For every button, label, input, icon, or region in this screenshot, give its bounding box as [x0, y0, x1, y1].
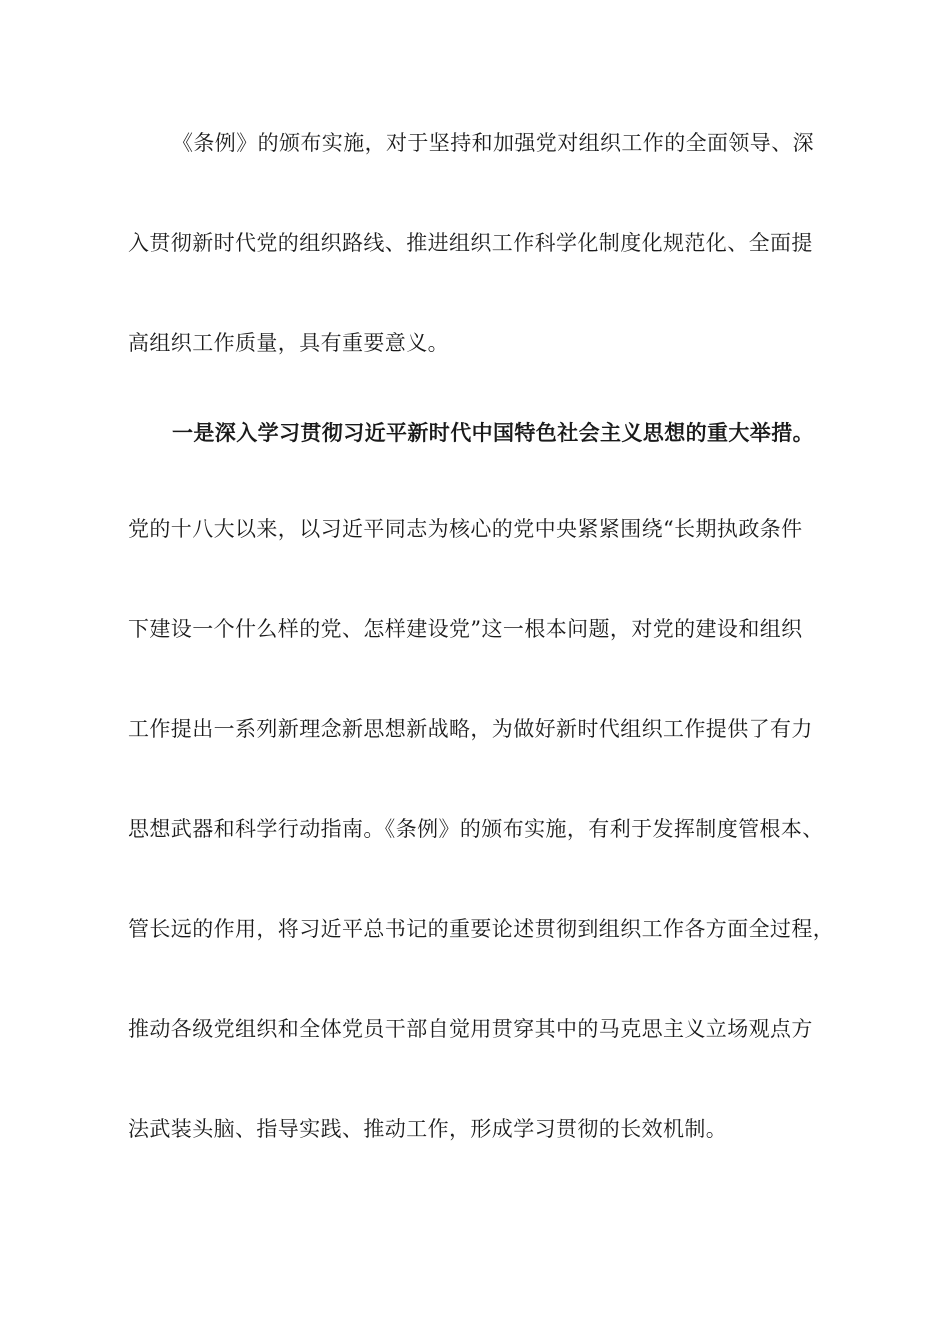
- paragraph-2-line-1: 党的十八大以来，以习近平同志为核心的党中央紧紧围绕“长期执政条件: [128, 517, 803, 541]
- paragraph-2-line-6: 推动各级党组织和全体党员干部自觉用贯穿其中的马克思主义立场观点方: [128, 1017, 813, 1041]
- paragraph-2-line-4: 思想武器和科学行动指南。《条例》的颁布实施，有利于发挥制度管根本、: [128, 817, 824, 841]
- heading-1: 一是深入学习贯彻习近平新时代中国特色社会主义思想的重大举措。: [172, 420, 814, 445]
- paragraph-1-line-3: 高组织工作质量，具有重要意义。: [128, 331, 449, 355]
- paragraph-1-line-1: 《条例》的颁布实施，对于坚持和加强党对组织工作的全面领导、深: [172, 131, 814, 155]
- paragraph-2-line-5: 管长远的作用，将习近平总书记的重要论述贯彻到组织工作各方面全过程，: [128, 917, 835, 941]
- paragraph-2-line-2: 下建设一个什么样的党、怎样建设党”这一根本问题，对党的建设和组织: [128, 617, 803, 641]
- paragraph-1-line-2: 入贯彻新时代党的组织路线、推进组织工作科学化制度化规范化、全面提: [128, 231, 813, 255]
- paragraph-2-line-7: 法武装头脑、指导实践、推动工作，形成学习贯彻的长效机制。: [128, 1117, 728, 1141]
- paragraph-2-line-3: 工作提出一系列新理念新思想新战略，为做好新时代组织工作提供了有力: [128, 717, 813, 741]
